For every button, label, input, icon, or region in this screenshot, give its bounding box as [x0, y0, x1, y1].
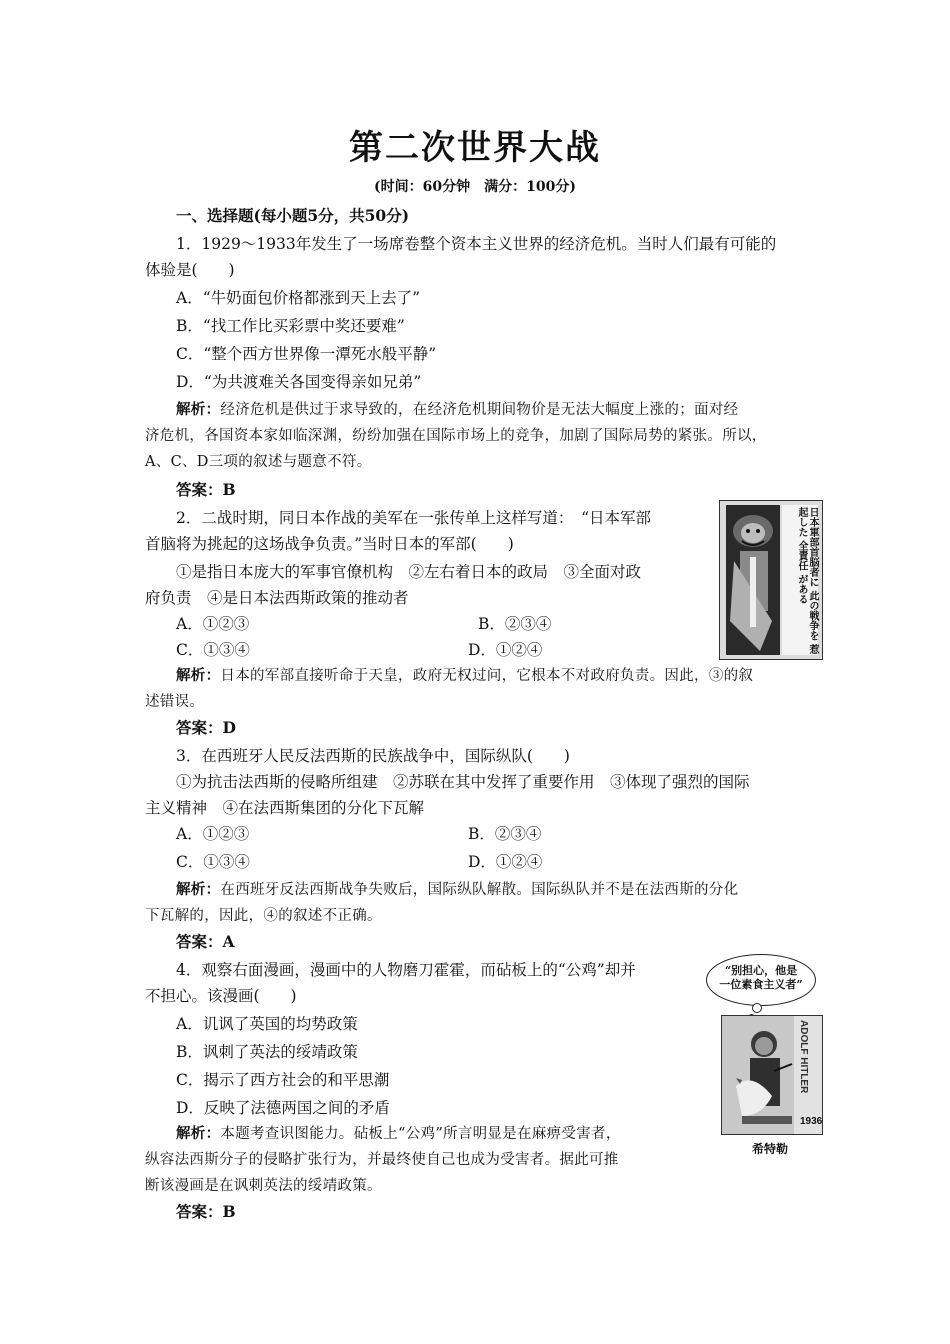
q2-answer: 答案：D [176, 718, 236, 737]
q4-option-d: D．反映了法德两国之间的矛盾 [176, 1099, 390, 1117]
q3-option-c: C．①③④ [176, 853, 250, 871]
q2-stem-line2: 首脑将为挑起的这场战争负责。”当时日本的军部( ) [145, 535, 514, 553]
q4-option-c: C．揭示了西方社会的和平思潮 [176, 1071, 390, 1089]
q3-explanation-line1: 解析：在西班牙反法西斯战争失败后，国际纵队解散。国际纵队并不是在法西斯的分化 [176, 881, 739, 898]
q1-answer: 答案：B [176, 480, 236, 499]
q2-explanation-line2: 述错误。 [145, 694, 205, 710]
exam-meta: (时间：60分钟 满分：100分) [374, 179, 576, 195]
q2-option-b: B．②③④ [478, 615, 552, 633]
q4-stem-line2: 不担心。该漫画( ) [145, 987, 297, 1005]
q1-explanation-line2: 济危机，各国资本家如临深渊，纷纷加强在国际市场上的竞争，加剧了国际局势的紧张。所以， [145, 428, 767, 444]
q1-option-c: C．“整个西方世界像一潭死水般平静” [176, 345, 437, 363]
page-title: 第二次世界大战 [349, 128, 601, 168]
hitler-cartoon-image [721, 1015, 823, 1135]
cartoon-speech-bubble [706, 954, 816, 1006]
q1-option-b: B．“找工作比买彩票中奖还要难” [176, 317, 405, 335]
q3-option-d: D．①②④ [468, 853, 543, 871]
q2-statements-line1: ①是指日本庞大的军事官僚机构 ②左右着日本的政局 ③全面对政 [176, 563, 642, 581]
q1-option-a: A．“牛奶面包价格都涨到天上去了” [176, 289, 421, 307]
q4-explanation-line2: 纵容法西斯分子的侵略扩张行为，并最终使自己也成为受害者。据此可推 [145, 1152, 619, 1168]
q3-explanation-line2: 下瓦解的，因此，④的叙述不正确。 [145, 908, 382, 924]
q4-option-a: A．讥讽了英国的均势政策 [176, 1015, 358, 1033]
q1-stem-line2: 体验是( ) [145, 261, 235, 279]
q2-explanation-line1: 解析：日本的军部直接听命于天皇，政府无权过问，它根本不对政府负责。因此，③的叙 [176, 667, 754, 684]
cartoon-year-label: 1936 [800, 1116, 823, 1127]
q1-explanation-line3: A、C、D三项的叙述与题意不符。 [145, 454, 372, 470]
section-heading: 一、选择题(每小题5分，共50分) [176, 206, 410, 225]
q2-stem-line1: 2．二战时期，同日本作战的美军在一张传单上这样写道： “日本军部 [176, 509, 652, 527]
poster-vertical-text: 日本軍部首脳者に 此の戦争を 惹起した 全責任 がある [796, 507, 818, 654]
cartoon-name-label: ADOLF HITLER [798, 1020, 809, 1094]
bubble-line1: “别担心，他是 [724, 964, 798, 977]
q1-explanation-line1: 解析：经济危机是供过于求导致的，在经济危机期间物价是无法大幅度上涨的；面对经 [176, 401, 739, 418]
bubble-tail-dot-large [752, 1003, 762, 1013]
q3-statements-line1: ①为抗击法西斯的侵略所组建 ②苏联在其中发挥了重要作用 ③体现了强烈的国际 [176, 773, 750, 791]
q4-explanation-line1: 解析：本题考查识图能力。砧板上“公鸡”所言明显是在麻痹受害者， [176, 1125, 621, 1142]
q4-explanation-line3: 断该漫画是在讽刺英法的绥靖政策。 [145, 1178, 382, 1194]
q3-stem: 3．在西班牙人民反法西斯的民族战争中，国际纵队( ) [176, 747, 570, 765]
q4-answer: 答案：B [176, 1202, 236, 1221]
q3-statements-line2: 主义精神 ④在法西斯集团的分化下瓦解 [145, 799, 425, 817]
q2-statements-line2: 府负责 ④是日本法西斯政策的推动者 [145, 589, 409, 607]
q3-option-b: B．②③④ [468, 825, 542, 843]
q4-stem-line1: 4．观察右面漫画，漫画中的人物磨刀霍霍，而砧板上的“公鸡”却并 [176, 961, 636, 979]
q4-option-b: B．讽刺了英法的绥靖政策 [176, 1043, 358, 1061]
bubble-line2: 一位素食主义者” [719, 978, 803, 991]
q2-option-d: D．①②④ [468, 641, 543, 659]
japanese-propaganda-poster-image [719, 500, 823, 660]
q2-option-a: A．①②③ [176, 615, 250, 633]
q3-option-a: A．①②③ [176, 825, 250, 843]
q2-option-c: C．①③④ [176, 641, 250, 659]
q1-stem-line1: 1．1929～1933年发生了一场席卷整个资本主义世界的经济危机。当时人们最有可能的 [176, 235, 777, 253]
cartoon-caption: 希特勒 [752, 1142, 789, 1156]
q3-answer: 答案：A [176, 932, 235, 951]
q1-option-d: D．“为共渡难关各国变得亲如兄弟” [176, 373, 422, 391]
